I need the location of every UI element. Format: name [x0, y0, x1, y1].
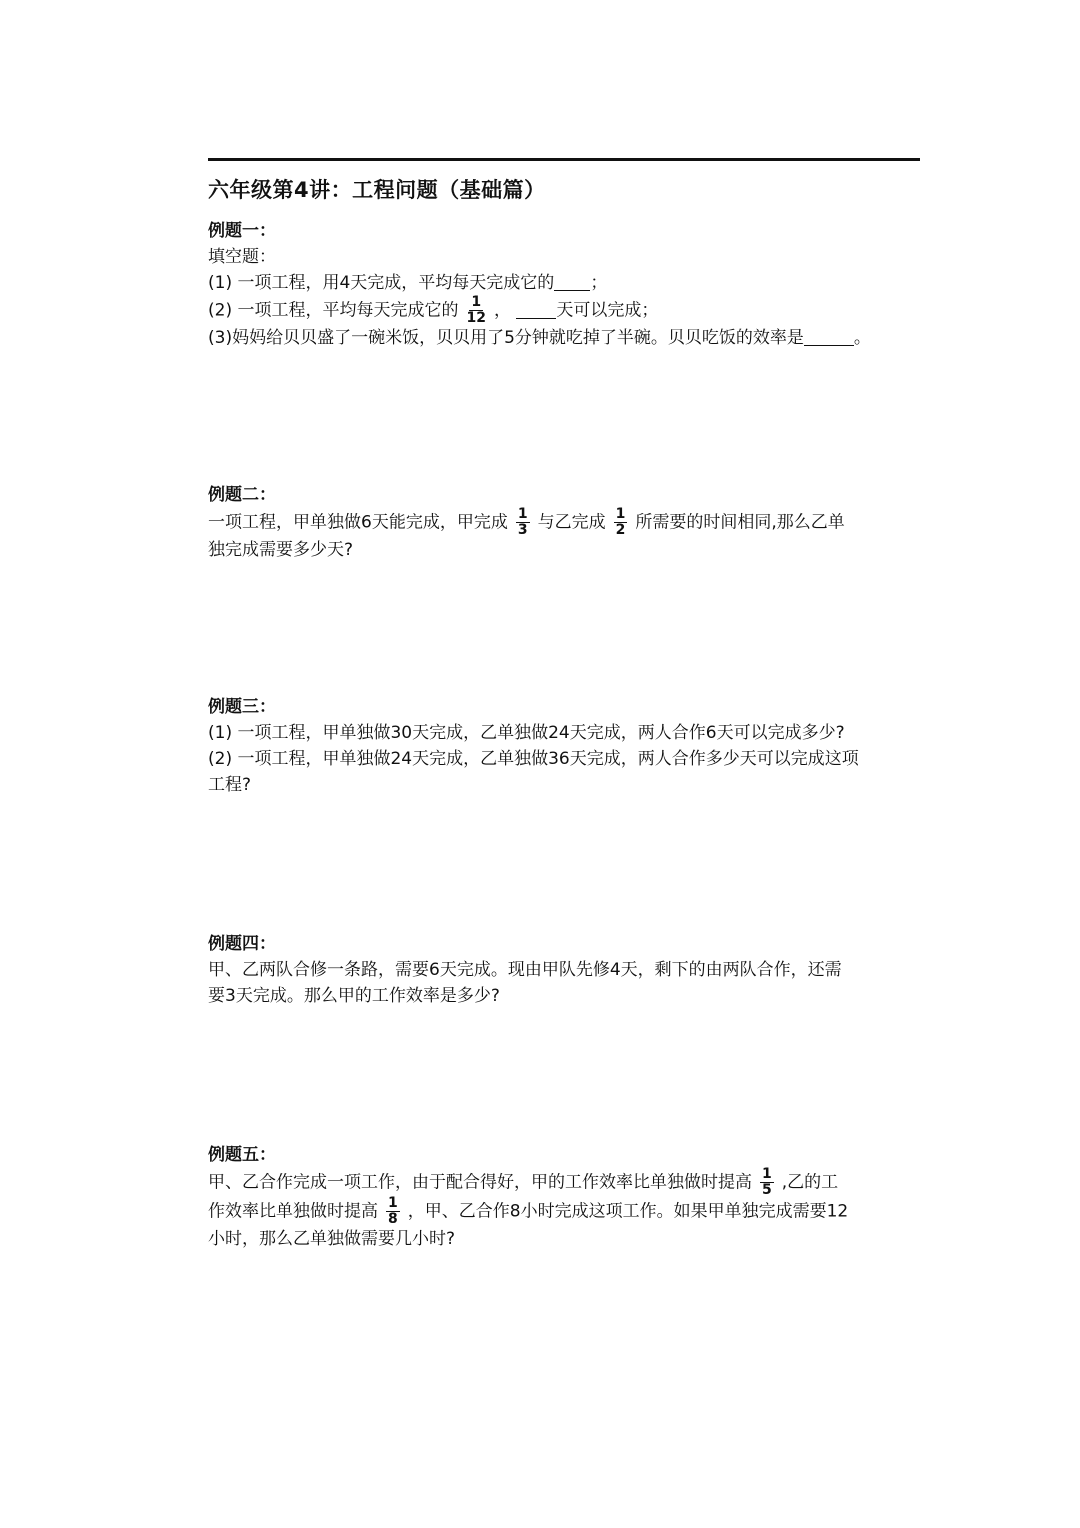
- fraction-numerator: 1: [388, 1195, 398, 1211]
- example-1-question-3: [208, 325, 924, 351]
- fraction-numerator: 1: [615, 506, 626, 522]
- question-end: 天可以完成；: [556, 300, 659, 321]
- question-end: 。: [853, 328, 871, 348]
- answer-blank: [554, 272, 590, 291]
- fraction-denominator: 5: [762, 1182, 772, 1198]
- fraction: [614, 508, 628, 537]
- fraction-numerator: 1: [517, 506, 528, 522]
- example-3-question-2-line-1: (2) 一项工程，甲单独做24天完成，乙单独做36天完成，两人合作多少天可以完成这项: [208, 749, 859, 769]
- example-2-line-2: 独完成需要多少天?: [208, 540, 354, 560]
- problem-text: ,乙的工: [781, 1172, 839, 1193]
- example-3-question-2-line-2: 工程?: [208, 775, 252, 795]
- problem-text: ，甲、乙合作8小时完成这项工作。如果甲单独完成需要12: [407, 1201, 849, 1222]
- fraction-denominator: 12: [466, 310, 486, 326]
- problem-text: 所需要的时间相同,那么乙单: [635, 512, 845, 533]
- example-5: [208, 1142, 924, 1252]
- example-5-line-1: [208, 1168, 924, 1197]
- example-4-line-1: 甲、乙两队合修一条路，需要6天完成。现由甲队先修4天，剩下的由两队合作，还需: [208, 960, 842, 980]
- problem-text: 一项工程，甲单独做6天能完成，甲完成: [208, 512, 508, 533]
- problem-text: 作效率比单独做时提高: [208, 1201, 378, 1222]
- example-1-intro: 填空题：: [208, 247, 276, 267]
- example-4-line-2: 要3天完成。那么甲的工作效率是多少?: [208, 986, 500, 1006]
- example-3: [208, 694, 924, 798]
- question-end: ；: [590, 273, 608, 293]
- header-rule: [208, 158, 920, 161]
- question-text: (3)妈妈给贝贝盛了一碗米饭，贝贝用了5分钟就吃掉了半碗。贝贝吃饭的效率是: [208, 328, 804, 348]
- example-2-line-1: [208, 508, 924, 537]
- example-1-question-1: [208, 270, 924, 296]
- problem-text: 与乙完成: [537, 512, 606, 533]
- question-mid: ，: [493, 300, 511, 321]
- example-2: [208, 482, 924, 563]
- fraction: [760, 1168, 774, 1197]
- example-5-line-3: 小时，那么乙单独做需要几小时?: [208, 1229, 456, 1249]
- example-3-label: 例题三：: [208, 697, 276, 717]
- answer-blank: [516, 300, 556, 319]
- fraction-denominator: 8: [388, 1211, 398, 1227]
- fraction-denominator: 2: [615, 522, 626, 538]
- example-1: [208, 218, 924, 351]
- example-4: [208, 931, 924, 1009]
- example-2-label: 例题二：: [208, 485, 276, 505]
- example-3-question-1: (1) 一项工程，甲单独做30天完成，乙单独做24天完成，两人合作6天可以完成多少?: [208, 723, 845, 743]
- fraction-numerator: 1: [762, 1166, 772, 1182]
- example-1-question-2: [208, 296, 924, 325]
- fraction: [466, 296, 485, 325]
- fraction: [516, 508, 530, 537]
- example-5-label: 例题五：: [208, 1145, 276, 1165]
- fraction-numerator: 1: [471, 294, 482, 310]
- example-1-label: 例题一：: [208, 221, 276, 241]
- problem-text: 甲、乙合作完成一项工作，由于配合得好，甲的工作效率比单独做时提高: [208, 1172, 752, 1193]
- example-5-line-2: [208, 1197, 924, 1226]
- question-text: (1) 一项工程，用4天完成，平均每天完成它的: [208, 273, 555, 293]
- fraction-denominator: 3: [517, 522, 528, 538]
- question-text: (2) 一项工程，平均每天完成它的: [208, 300, 459, 321]
- example-4-label: 例题四：: [208, 934, 276, 954]
- page-title: 六年级第4讲：工程问题（基础篇）: [208, 178, 546, 202]
- fraction: [386, 1197, 400, 1226]
- answer-blank: [804, 327, 854, 346]
